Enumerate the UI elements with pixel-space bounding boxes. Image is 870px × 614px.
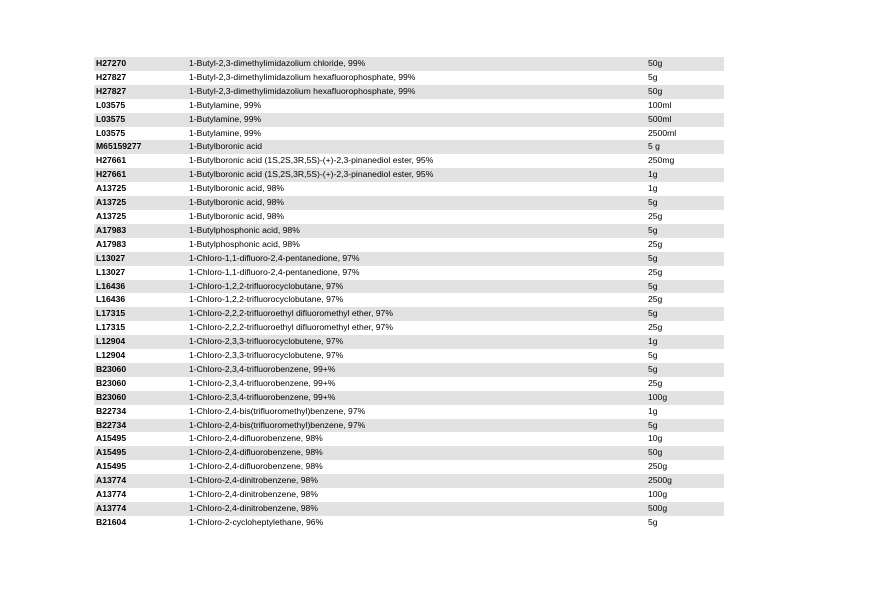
product-description: 1-Chloro-2,4-dinitrobenzene, 98% bbox=[187, 474, 646, 488]
table-row bbox=[94, 321, 724, 335]
package-size: 5g bbox=[648, 71, 658, 82]
package-size: 25g bbox=[648, 210, 663, 221]
package-size: 25g bbox=[648, 266, 663, 277]
product-code: B23060 bbox=[94, 363, 187, 377]
product-description: 1-Butylboronic acid, 98% bbox=[189, 210, 285, 221]
package-size: 5g bbox=[648, 516, 658, 527]
product-code: H27661 bbox=[96, 155, 127, 166]
package-size: 5g bbox=[646, 307, 724, 321]
table-row bbox=[94, 99, 724, 113]
package-size: 50g bbox=[646, 446, 724, 460]
product-code: L13027 bbox=[94, 252, 187, 266]
table-row bbox=[94, 182, 724, 196]
product-code: A13725 bbox=[96, 183, 127, 194]
package-size: 2500g bbox=[646, 474, 724, 488]
product-code: L03575 bbox=[94, 113, 187, 127]
product-code: M65159277 bbox=[94, 140, 187, 154]
product-code: A13774 bbox=[94, 502, 187, 516]
product-description: 1-Chloro-2,3,3-trifluorocyclobutene, 97% bbox=[187, 335, 646, 349]
package-size: 1g bbox=[648, 183, 658, 194]
product-description: 1-Chloro-2,4-dinitrobenzene, 98% bbox=[189, 489, 318, 500]
table-row bbox=[94, 432, 724, 446]
table-row bbox=[94, 391, 724, 405]
product-description: 1-Chloro-2,3,4-trifluorobenzene, 99+% bbox=[187, 363, 646, 377]
package-size: 50g bbox=[646, 57, 724, 71]
product-code: B22734 bbox=[96, 405, 127, 416]
product-description: 1-Chloro-1,2,2-trifluorocyclobutane, 97% bbox=[187, 280, 646, 294]
table-row bbox=[94, 460, 724, 474]
product-description: 1-Chloro-2,4-difluorobenzene, 98% bbox=[189, 433, 323, 444]
product-description: 1-Butylboronic acid bbox=[187, 140, 646, 154]
product-description: 1-Butylboronic acid (1S,2S,3R,5S)-(+)-2,3-pinanediol ester, 95% bbox=[187, 168, 646, 182]
package-size: 5g bbox=[646, 252, 724, 266]
table-row bbox=[94, 516, 724, 530]
package-size: 2500ml bbox=[648, 127, 677, 138]
product-description: 1-Butylboronic acid, 98% bbox=[189, 183, 285, 194]
product-code: A13725 bbox=[96, 210, 127, 221]
product-code: L17315 bbox=[94, 307, 187, 321]
product-code: L03575 bbox=[96, 99, 126, 110]
product-description: 1-Butylphosphonic acid, 98% bbox=[189, 238, 300, 249]
product-description: 1-Chloro-2,4-dinitrobenzene, 98% bbox=[187, 502, 646, 516]
product-table-body bbox=[94, 57, 724, 530]
product-code: L16436 bbox=[96, 294, 126, 305]
product-description: 1-Chloro-2,3,4-trifluorobenzene, 99+% bbox=[187, 391, 646, 405]
product-code: B23060 bbox=[96, 377, 127, 388]
product-code: L17315 bbox=[96, 322, 126, 333]
product-code: H27827 bbox=[96, 71, 127, 82]
product-code: B21604 bbox=[96, 516, 127, 527]
table-row bbox=[94, 502, 724, 516]
product-description: 1-Chloro-2,4-bis(trifluoromethyl)benzene, 97% bbox=[187, 419, 646, 433]
product-code: L03575 bbox=[96, 127, 126, 138]
product-code: A13774 bbox=[94, 474, 187, 488]
product-description: 1-Chloro-1,1-difluoro-2,4-pentanedione, 97% bbox=[189, 266, 360, 277]
package-size: 100ml bbox=[648, 99, 672, 110]
table-row bbox=[94, 377, 724, 391]
table-row bbox=[94, 140, 724, 154]
table-row bbox=[94, 127, 724, 141]
package-size: 5g bbox=[646, 224, 724, 238]
product-code: L13027 bbox=[96, 266, 126, 277]
product-code: L12904 bbox=[94, 335, 187, 349]
table-row bbox=[94, 349, 724, 363]
product-code: H27661 bbox=[94, 168, 187, 182]
product-code: A17983 bbox=[96, 238, 127, 249]
product-code: A13774 bbox=[96, 489, 127, 500]
package-size: 25g bbox=[648, 322, 663, 333]
table-row bbox=[94, 196, 724, 210]
product-description: 1-Chloro-2,3,4-trifluorobenzene, 99+% bbox=[189, 377, 336, 388]
product-description: 1-Chloro-2,4-difluorobenzene, 98% bbox=[189, 461, 323, 472]
package-size: 500g bbox=[646, 502, 724, 516]
product-description: 1-Chloro-2-cycloheptylethane, 96% bbox=[189, 516, 324, 527]
product-code: A15495 bbox=[96, 433, 127, 444]
package-size: 5 g bbox=[646, 140, 724, 154]
package-size: 5g bbox=[646, 196, 724, 210]
table-row bbox=[94, 307, 724, 321]
table-row bbox=[94, 154, 724, 168]
product-description: 1-Chloro-2,4-difluorobenzene, 98% bbox=[187, 446, 646, 460]
package-size: 250mg bbox=[648, 155, 675, 166]
table-row bbox=[94, 335, 724, 349]
package-size: 10g bbox=[648, 433, 663, 444]
product-description: 1-Butylboronic acid (1S,2S,3R,5S)-(+)-2,3-pinanediol ester, 95% bbox=[189, 155, 434, 166]
package-size: 5g bbox=[648, 350, 658, 361]
product-code: A15495 bbox=[96, 461, 127, 472]
product-code: B22734 bbox=[94, 419, 187, 433]
table-row bbox=[94, 71, 724, 85]
table-row bbox=[94, 238, 724, 252]
product-description: 1-Butyl-2,3-dimethylimidazolium hexafluorophosphate, 99% bbox=[189, 71, 416, 82]
table-row bbox=[94, 363, 724, 377]
table-row bbox=[94, 266, 724, 280]
package-size: 500ml bbox=[646, 113, 724, 127]
table-row bbox=[94, 419, 724, 433]
product-description: 1-Chloro-2,3,3-trifluorocyclobutene, 97% bbox=[189, 350, 344, 361]
product-description: 1-Butylamine, 99% bbox=[189, 127, 262, 138]
table-row bbox=[94, 224, 724, 238]
product-code: A15495 bbox=[94, 446, 187, 460]
table-row bbox=[94, 446, 724, 460]
table-row bbox=[94, 488, 724, 502]
product-table bbox=[94, 57, 724, 530]
product-description: 1-Chloro-2,2,2-trifluoroethyl difluoromethyl ether, 97% bbox=[187, 307, 646, 321]
product-code: H27270 bbox=[94, 57, 187, 71]
table-row bbox=[94, 405, 724, 419]
package-size: 5g bbox=[646, 419, 724, 433]
product-description: 1-Butylphosphonic acid, 98% bbox=[187, 224, 646, 238]
table-row bbox=[94, 293, 724, 307]
product-description: 1-Chloro-2,2,2-trifluoroethyl difluoromethyl ether, 97% bbox=[189, 322, 393, 333]
package-size: 25g bbox=[648, 238, 663, 249]
package-size: 250g bbox=[648, 461, 668, 472]
package-size: 1g bbox=[648, 405, 658, 416]
package-size: 100g bbox=[648, 489, 668, 500]
table-row bbox=[94, 57, 724, 71]
package-size: 100g bbox=[646, 391, 724, 405]
package-size: 50g bbox=[646, 85, 724, 99]
table-row bbox=[94, 280, 724, 294]
product-description: 1-Butyl-2,3-dimethylimidazolium hexafluorophosphate, 99% bbox=[187, 85, 646, 99]
product-code: A13725 bbox=[94, 196, 187, 210]
table-row bbox=[94, 474, 724, 488]
product-code: L16436 bbox=[94, 280, 187, 294]
product-description: 1-Chloro-2,4-bis(trifluoromethyl)benzene, 97% bbox=[189, 405, 366, 416]
package-size: 25g bbox=[648, 294, 663, 305]
table-row bbox=[94, 168, 724, 182]
product-code: L12904 bbox=[96, 350, 126, 361]
table-row bbox=[94, 252, 724, 266]
package-size: 1g bbox=[646, 168, 724, 182]
product-description: 1-Butyl-2,3-dimethylimidazolium chloride, 99% bbox=[187, 57, 646, 71]
product-code: A17983 bbox=[94, 224, 187, 238]
package-size: 1g bbox=[646, 335, 724, 349]
product-description: 1-Chloro-1,2,2-trifluorocyclobutane, 97% bbox=[189, 294, 344, 305]
product-description: 1-Butylamine, 99% bbox=[187, 113, 646, 127]
product-description: 1-Butylboronic acid, 98% bbox=[187, 196, 646, 210]
package-size: 5g bbox=[646, 363, 724, 377]
product-code: B23060 bbox=[94, 391, 187, 405]
product-description: 1-Chloro-1,1-difluoro-2,4-pentanedione, 97% bbox=[187, 252, 646, 266]
table-row bbox=[94, 113, 724, 127]
product-description: 1-Butylamine, 99% bbox=[189, 99, 262, 110]
package-size: 25g bbox=[648, 377, 663, 388]
table-row bbox=[94, 85, 724, 99]
package-size: 5g bbox=[646, 280, 724, 294]
table-row bbox=[94, 210, 724, 224]
product-code: H27827 bbox=[94, 85, 187, 99]
